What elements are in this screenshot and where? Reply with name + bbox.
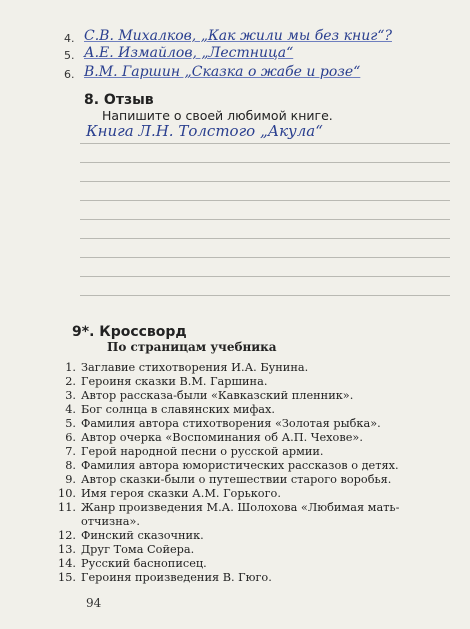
- clue-item: [0, 375, 470, 390]
- clue-number: 6.: [65, 431, 76, 444]
- clue-number: 4.: [65, 403, 76, 416]
- clue-text: Героиня сказки В.М. Гаршина.: [81, 375, 268, 388]
- clue-item: [0, 431, 470, 446]
- clue-number: 15.: [58, 571, 76, 584]
- writing-line: [80, 295, 450, 296]
- clue-text: Автор очерка «Воспоминания об А.П. Чехове».: [81, 431, 363, 444]
- clue-text: Русский баснописец.: [81, 557, 207, 570]
- clue-text: Бог солнца в славянских мифах.: [81, 403, 275, 416]
- clue-item: [0, 445, 470, 460]
- clue-text: Заглавие стихотворения И.А. Бунина.: [81, 361, 309, 374]
- writing-line: [80, 257, 450, 258]
- writing-line: [80, 219, 450, 220]
- answer-number: 6.: [64, 68, 75, 81]
- page-number: 94: [86, 596, 102, 610]
- section-8-title: 8. Отзыв: [84, 92, 154, 108]
- clue-item: [0, 403, 470, 418]
- handwritten-answer: В.М. Гаршин „Сказка о жабе и розе“: [84, 64, 361, 80]
- clue-number: 8.: [65, 459, 76, 472]
- clue-text: Автор сказки-были о путешествии старого воробья.: [81, 473, 392, 486]
- section-8-prompt: Напишите о своей любимой книге.: [102, 108, 333, 123]
- clue-number: 3.: [65, 389, 76, 402]
- clue-item: [0, 501, 470, 516]
- clue-item: [0, 459, 470, 474]
- clue-text: Герой народной песни о русской армии.: [81, 445, 324, 458]
- clue-text: Фамилия автора юмористических рассказов о детях.: [81, 459, 399, 472]
- answer-row-6: [0, 64, 470, 86]
- section-9-title: 9*. Кроссворд: [72, 324, 187, 340]
- writing-line: [80, 143, 450, 144]
- writing-line: [80, 238, 450, 239]
- clue-number: 11.: [58, 501, 76, 514]
- clue-item: [0, 473, 470, 488]
- writing-line: [80, 200, 450, 201]
- clue-text: Финский сказочник.: [81, 529, 204, 542]
- writing-line: [80, 276, 450, 277]
- clue-item: [0, 417, 470, 432]
- clue-text: Фамилия автора стихотворения «Золотая рыбка».: [81, 417, 381, 430]
- handwritten-answer: С.В. Михалков, „Как жили мы без книг“?: [84, 28, 392, 44]
- clue-number: 9.: [65, 473, 76, 486]
- clue-item: [0, 487, 470, 502]
- clue-item: [0, 543, 470, 558]
- clue-number: 5.: [65, 417, 76, 430]
- clue-text: Имя героя сказки А.М. Горького.: [81, 487, 281, 500]
- section-9-subtitle: По страницам учебника: [107, 340, 277, 354]
- clue-item: [0, 389, 470, 404]
- clue-number: 2.: [65, 375, 76, 388]
- clue-number: 7.: [65, 445, 76, 458]
- clue-text: Героиня произведения В. Гюго.: [81, 571, 272, 584]
- clue-item: [0, 571, 470, 586]
- handwritten-answer: А.Е. Измайлов, „Лестница“: [84, 45, 294, 61]
- clue-number: 1.: [65, 361, 76, 374]
- writing-line: [80, 181, 450, 182]
- clue-item: [0, 361, 470, 376]
- clue-text: Автор рассказа-были «Кавказский пленник».: [81, 389, 354, 402]
- clue-number: 10.: [58, 487, 76, 500]
- clue-number: 14.: [58, 557, 76, 570]
- clue-item: [0, 557, 470, 572]
- answer-number: 5.: [64, 49, 75, 62]
- clue-text: отчизна».: [81, 515, 140, 528]
- clue-item: [0, 529, 470, 544]
- clue-text: Друг Тома Сойера.: [81, 543, 195, 556]
- clue-number: 12.: [58, 529, 76, 542]
- writing-line: [80, 162, 450, 163]
- answer-number: 4.: [64, 32, 75, 45]
- clue-item: [0, 515, 470, 530]
- clue-number: 13.: [58, 543, 76, 556]
- section-8-handwritten-answer: Книга Л.Н. Толстого „Акула“: [86, 122, 323, 140]
- clue-text: Жанр произведения М.А. Шолохова «Любимая мать-: [81, 501, 400, 514]
